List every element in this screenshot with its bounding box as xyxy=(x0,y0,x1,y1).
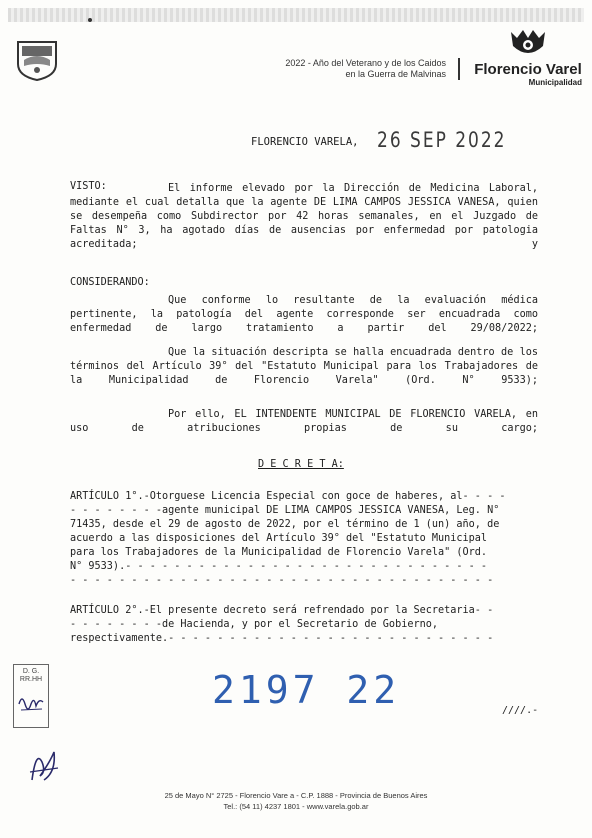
scan-dot xyxy=(88,18,92,22)
visto-heading: VISTO: xyxy=(70,181,107,192)
articulo-1-line-6: N° 9533).- - - - - - - - - - - - - - - - - - - - - - - - - - - - - - xyxy=(70,561,488,572)
year-motto xyxy=(230,58,446,80)
articulo-2-line-1: ARTÍCULO 2°.-El presente decreto será refrendado por la Secretaria- - xyxy=(70,605,494,616)
hr-stamp xyxy=(13,664,49,728)
visto-paragraph: El informe elevado por la Dirección de Medicina Laboral, mediante el cual detalla que la agente DE LIMA CAMPOS JESSICA VANESA, quien se desempeña como Subdirector por 42 horas semanales, en el Juzgado de Faltas N° 3, ha agotado días de ausencias por enfermedad por patologia acreditada; y xyxy=(70,183,538,250)
considerando-heading: CONSIDERANDO: xyxy=(70,277,150,288)
articulo-2-line-3: respectivamente.- - - - - - - - - - - - - - - - - - - - - - - - - - - xyxy=(70,633,494,644)
stamp-line-2: RR.HH xyxy=(19,676,43,683)
considerando-paragraph-2: Que la situación descripta se halla encuadrada dentro de los términos del Artículo 39° del "Estatuto Municipal para los Trabajadores de la Municipalidad de Florencio Varela" (Ord. N° 9533); xyxy=(70,347,538,386)
place-line: FLORENCIO VARELA, xyxy=(251,136,359,148)
articulo-1-line-2: - - - - - - - -agente municipal DE LIMA CAMPOS JESSICA VANESA, Leg. N° xyxy=(70,505,500,516)
header-divider xyxy=(458,58,460,80)
considerando-paragraph-1: Que conforme lo resultante de la evaluación médica pertinente, la patología del agente corresponde ser encuadrada como enfermedad de largo tratamiento a partir del 29/08/2022; xyxy=(70,295,538,334)
crest-icon xyxy=(14,36,60,82)
articulo-2-line-2: - - - - - - - -de Hacienda, y por el Secretario de Gobierno, xyxy=(70,619,439,630)
scan-artifact-line xyxy=(8,8,584,22)
decree-number-stamp: 2197 22 xyxy=(212,668,401,712)
footer-address: 25 de Mayo N° 2725 - Florencio Vare a - C.P. 1888 - Provincia de Buenos Aires xyxy=(164,791,428,800)
articulo-1-line-4: acuerdo a las disposiciones del Artículo 39° del "Estatuto Municipal xyxy=(70,533,488,544)
closing-marks: ////.- xyxy=(502,705,539,716)
considerando-paragraph-3: Por ello, EL INTENDENTE MUNICIPAL DE FLORENCIO VARELA, en uso de atribuciones propias de su cargo; xyxy=(70,409,538,434)
decreta-heading: D E C R E T A: xyxy=(258,459,344,470)
motto-line-1: 2022 - Año del Veterano y de los Caidos xyxy=(285,58,446,68)
articulo-1-line-5: para los Trabajadores de la Municipalidad de Florencio Varela" (Ord. xyxy=(70,547,488,558)
municipality-logo xyxy=(470,28,586,90)
logo-name: Florencio Varel xyxy=(474,61,582,78)
logo-subtitle: Municipalidad xyxy=(528,78,582,87)
margin-signature xyxy=(26,742,62,784)
stamp-initials-signature xyxy=(16,690,46,718)
stamp-line-1: D. G. xyxy=(22,668,40,675)
footer-contact: Tel.: (54 11) 4237 1801 - www.varela.gob.ar xyxy=(223,802,369,811)
motto-line-2: en la Guerra de Malvinas xyxy=(345,69,446,79)
date-stamp: 26 SEP 2022 xyxy=(377,128,507,153)
page-footer xyxy=(0,790,592,812)
municipality-emblem-icon xyxy=(505,28,551,60)
articulo-1-line-7: - - - - - - - - - - - - - - - - - - - - - - - - - - - - - - - - - - - xyxy=(70,575,494,586)
articulo-1-line-3: 71435, desde el 29 de agosto de 2022, por el término de 1 (un) año, de xyxy=(70,519,500,530)
articulo-1-line-1: ARTÍCULO 1°.-Otorguese Licencia Especial con goce de haberes, al- - - - xyxy=(70,491,506,502)
